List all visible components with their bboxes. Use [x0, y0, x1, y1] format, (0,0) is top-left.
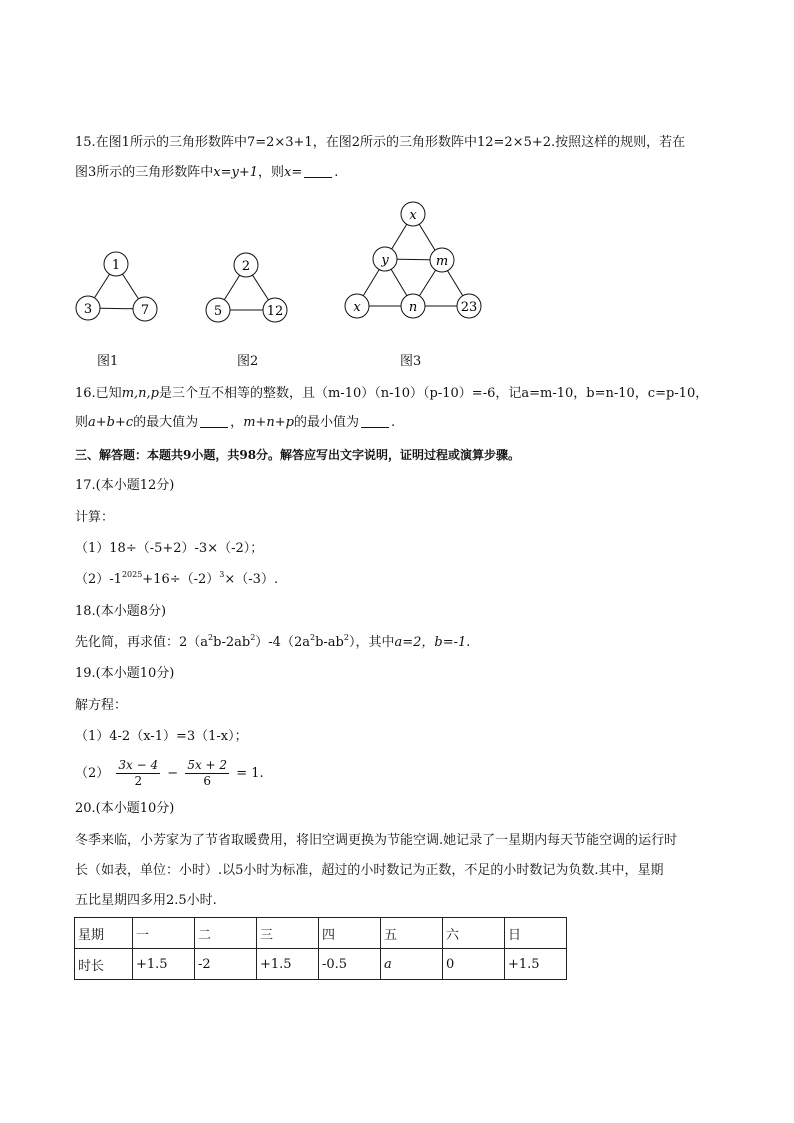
fig2-node-top: 2: [241, 259, 251, 274]
fig3-node-bottom-right: 23: [460, 300, 478, 315]
fig3-node-bottom-mid: n: [408, 300, 418, 315]
table-cell: 一: [133, 918, 195, 949]
fig1-node-top: 1: [111, 258, 121, 273]
q16-line1: 16.已知m,n,p是三个互不相等的整数，且（m-10）（n-10）（p-10）=-6，记a=m-10，b=n-10，c=p-10，: [75, 386, 709, 401]
q15-line1: 15.在图1所示的三角形数阵中7=2×3+1，在图2所示的三角形数阵中12=2×5+2.按照这样的规则，若在: [75, 135, 686, 150]
q17-part1: （1）18÷（-5+2）-3×（-2）；: [75, 541, 264, 556]
table-cell: 三: [257, 918, 319, 949]
table-row: [75, 949, 567, 980]
figure-2-triangle: [198, 247, 293, 327]
table-cell: +1.5: [257, 949, 319, 980]
table-cell: 四: [319, 918, 381, 949]
fig3-label: 图3: [400, 354, 422, 369]
runtime-table: [74, 917, 567, 980]
q17-part2: $(2)-1^{2025}+16\div(-2)^3\times(-3)$.: [75, 570, 279, 587]
table-cell: 六: [443, 918, 505, 949]
answer-blank: [200, 414, 228, 428]
table-cell: 时长: [75, 949, 133, 980]
q20-header: 20.(本小题10分): [75, 801, 175, 816]
fig3-node-top: x: [409, 208, 417, 223]
q20-line1: 冬季来临，小芳家为了节省取暖费用，将旧空调更换为节能空调.她记录了一星期内每天节能空调的运行时: [75, 833, 678, 848]
table-cell: +1.5: [133, 949, 195, 980]
q16-line2: 则a+b+c的最大值为 ，m+n+p的最小值为 .: [75, 415, 396, 430]
fig1-node-right: 7: [140, 303, 150, 318]
fig3-node-mid-right: m: [435, 254, 449, 269]
q18-header: 18.(本小题8分): [75, 604, 167, 619]
q15-line2: 图3所示的三角形数阵中x=y+1，则x= .: [75, 165, 339, 180]
q19-header: 19.(本小题10分): [75, 666, 175, 681]
fig1-label: 图1: [97, 354, 119, 369]
answer-blank: [304, 164, 332, 178]
q19-prompt: 解方程：: [75, 698, 128, 713]
fraction-2: $\frac{5x + 2}{6}$: [187, 758, 228, 788]
fig3-node-bottom-left: x: [353, 300, 361, 315]
section-3-heading: 三、解答题：本题共9小题，共98分。解答应写出文字说明，证明过程或演算步骤。: [75, 448, 521, 462]
figure-1-triangle: [70, 246, 165, 326]
table-cell: 二: [195, 918, 257, 949]
table-cell: 日: [505, 918, 567, 949]
fig2-label: 图2: [237, 354, 259, 369]
figure-3-triangle: [335, 196, 495, 331]
table-header-row: [75, 918, 567, 949]
fraction-1: $\frac{3x - 4}{2}$: [118, 758, 159, 788]
fig3-node-mid-left: y: [381, 253, 389, 268]
q18-text: 先化简，再求值：$2(a^2b-2ab^2)-4(2a^2b-ab^2)$，其中a=2，b=-1.: [75, 633, 471, 650]
fig1-node-left: 3: [83, 302, 93, 317]
q20-line3: 五比星期四多用2.5小时.: [75, 893, 217, 908]
table-cell: -0.5: [319, 949, 381, 980]
table-cell: 星期: [75, 918, 133, 949]
q20-line2: 长（如表，单位：小时）.以5小时为标准，超过的小时数记为正数，不足的小时数记为负数.其中，星期: [75, 863, 664, 878]
q17-prompt: 计算：: [75, 510, 115, 525]
table-cell: 0: [443, 949, 505, 980]
table-cell: 五: [381, 918, 443, 949]
q19-part1: （1）4-2（x-1）=3（1-x）；: [75, 729, 248, 744]
q19-part2: （2） $\frac{3x - 4}{2}$ − $\frac{5x + 2}{6}$ = 1.: [75, 758, 264, 788]
table-cell: a: [381, 949, 443, 980]
q17-header: 17.(本小题12分): [75, 478, 175, 493]
answer-blank: [361, 414, 389, 428]
fig2-node-left: 5: [213, 304, 223, 319]
table-cell: -2: [195, 949, 257, 980]
fig2-node-right: 12: [266, 304, 284, 319]
table-cell: +1.5: [505, 949, 567, 980]
